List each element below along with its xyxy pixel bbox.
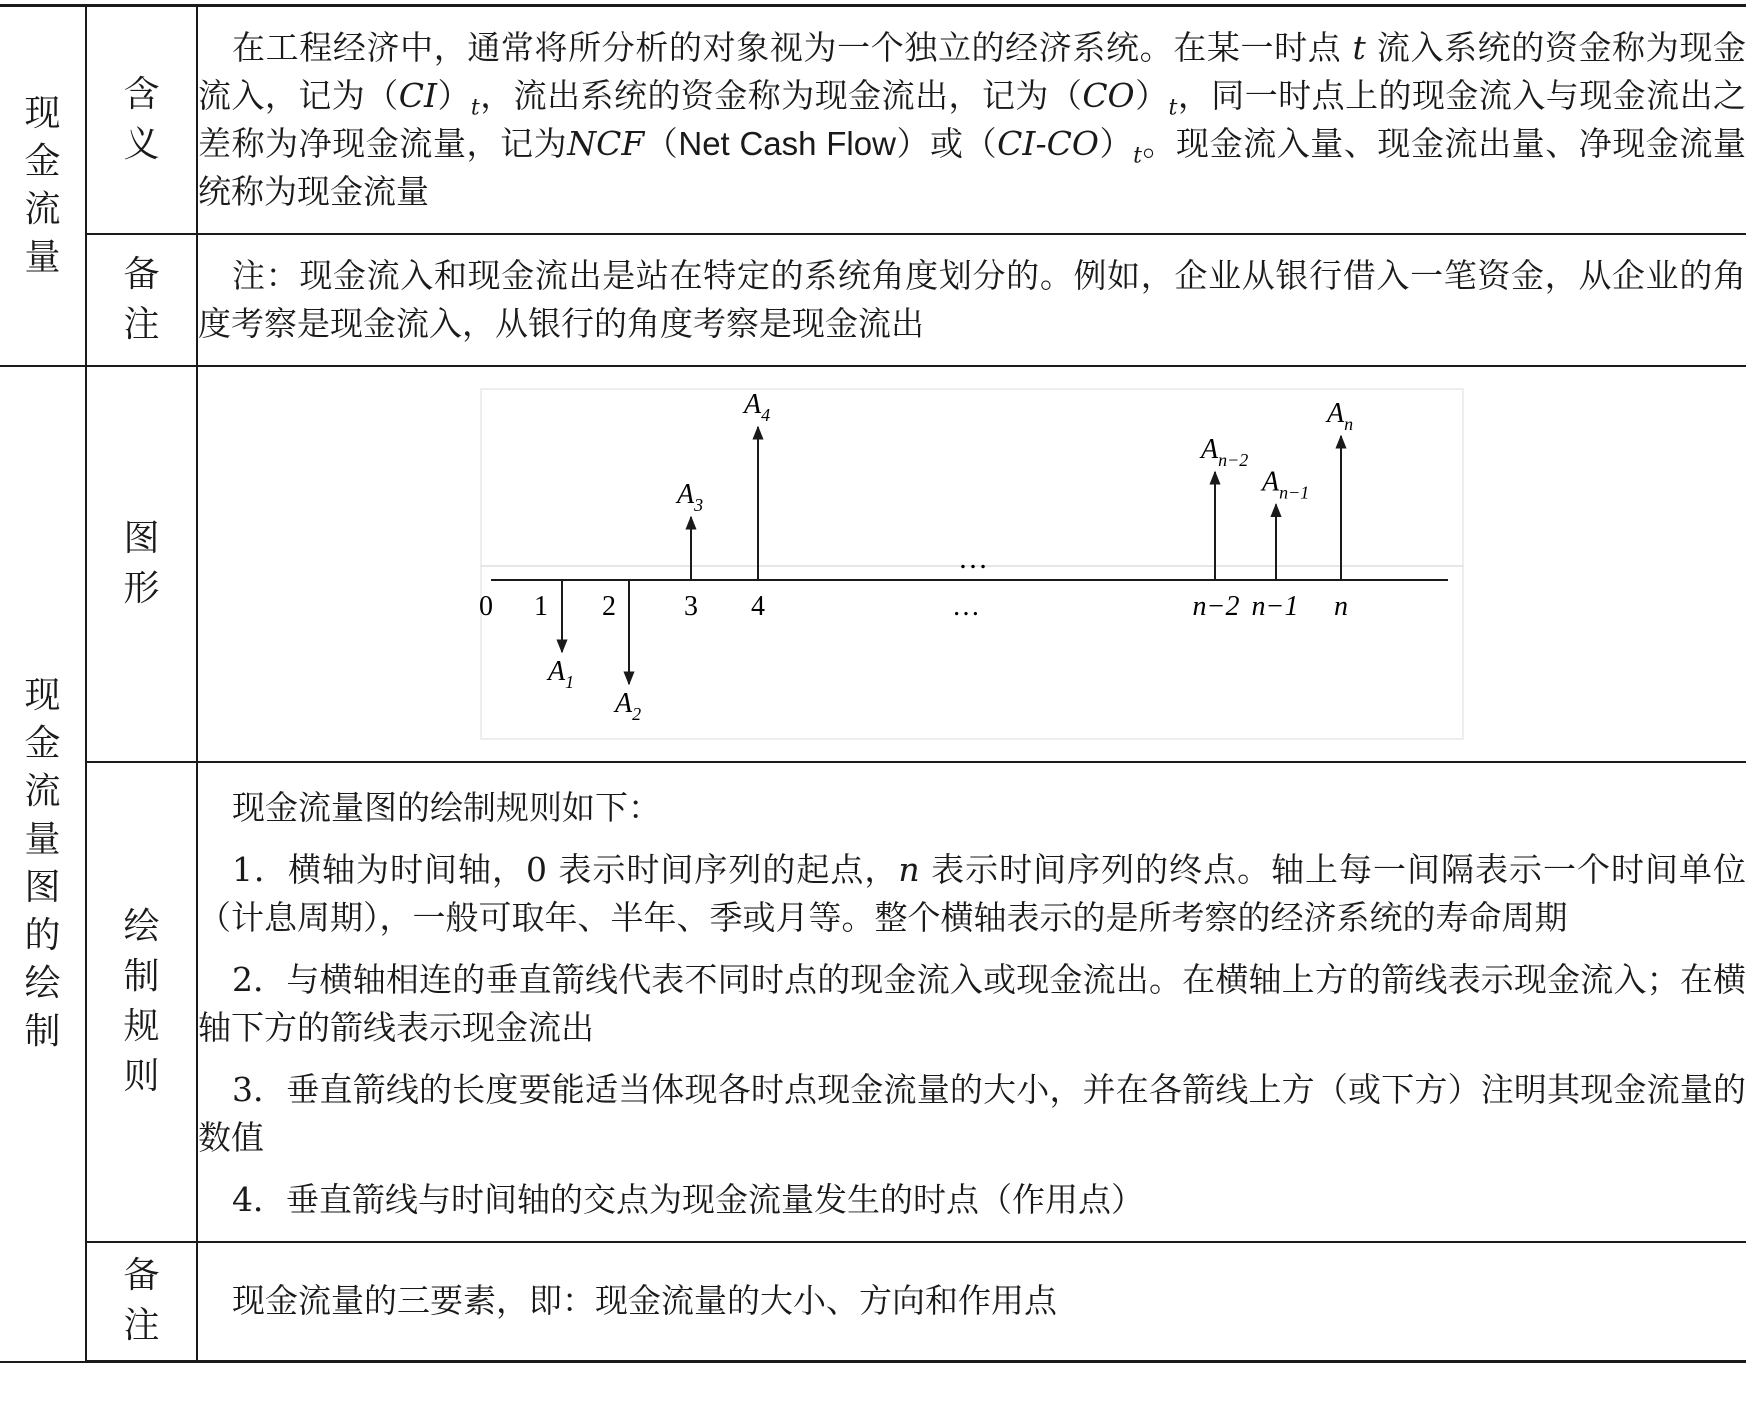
ci-symbol: CI (398, 75, 437, 115)
note1-label: 备注 (123, 253, 160, 345)
tick-label-0: 0 (479, 590, 493, 622)
tick-label-5: … (952, 590, 980, 622)
meaning-text-10: 。现金流入量、现金流出量、净现金流量统称为现金流量 (198, 123, 1746, 211)
tick-labels (479, 591, 1348, 622)
section2-heading: 现金流量图的绘制 (24, 674, 61, 1052)
note1-label-cell (86, 234, 197, 366)
row-figure (0, 366, 1746, 762)
meaning-text-9: ） (1098, 123, 1134, 163)
row-meaning (0, 6, 1746, 234)
tick-label-8: n (1334, 590, 1348, 622)
var-t: t (1352, 27, 1366, 67)
tick-label-3: 3 (684, 590, 698, 622)
tick-label-7: n−1 (1251, 590, 1299, 622)
arrow-label-a-1: $A_1$ (548, 655, 575, 692)
arrow-label-a-2: $A_2$ (615, 687, 642, 724)
note2-text: 现金流量的三要素，即：现金流量的大小、方向和作用点 (232, 1281, 1057, 1321)
tick-label-1: 1 (534, 590, 548, 622)
meaning-text-2: 流入系统的资金称为现金流入，记为（ (198, 27, 1746, 115)
ncf-symbol: NCF (567, 123, 645, 163)
rules-label-cell (86, 762, 197, 1242)
arrow-label-a-n−2: $A_{n-2}$ (1201, 433, 1249, 470)
sub-t-2: t (1168, 95, 1178, 121)
meaning-text-6: ，同一时点上的现金流入与现金流出之差称为净现金流量，记为 (198, 75, 1746, 163)
rule-2: 2．与横轴相连的垂直箭线代表不同时点的现金流入或现金流出。在横轴上方的箭线表示现金流入；在横轴下方的箭线表示现金流出 (198, 959, 1746, 1047)
row-note-1 (0, 234, 1746, 366)
note1-text: 注：现金流入和现金流出是站在特定的系统角度划分的。例如，企业从银行借入一笔资金，从企业的角度考察是现金流入，从银行的角度考察是现金流出 (198, 255, 1746, 343)
section1-heading: 现金流量 (24, 92, 61, 278)
arrow-label-a-n−1: $A_{n-1}$ (1262, 465, 1310, 502)
rule-1-text-a: 1．横轴为时间轴，0 表示时间序列的起点， (232, 849, 899, 889)
sub-t-1: t (470, 95, 480, 121)
cico-symbol: CI-CO (997, 123, 1099, 163)
tick-label-4: 4 (751, 590, 765, 622)
rule-3: 3．垂直箭线的长度要能适当体现各时点现金流量的大小，并在各箭线上方（或下方）注明其现金流量的数值 (198, 1069, 1746, 1157)
meaning-label: 含义 (123, 73, 160, 165)
rules-text-cell (197, 762, 1746, 1242)
figure-label-cell (86, 366, 197, 762)
sub-t-3: t (1133, 143, 1142, 169)
figure-label: 图形 (123, 517, 160, 609)
rule-1 (198, 846, 1746, 942)
cash-flow-diagram (198, 367, 1746, 761)
meaning-text-3: ） (437, 75, 471, 115)
note1-text-cell (197, 234, 1746, 366)
note2-label: 备注 (123, 1255, 160, 1347)
meaning-text-1: 在工程经济中，通常将所分析的对象视为一个独立的经济系统。在某一时点 (232, 27, 1342, 67)
ncf-english: Net Cash Flow (678, 124, 896, 162)
rule-1-text-b: 表示时间序列的终点。轴上每一间隔表示一个时间单位（计息周期），一般可取年、半年、季或月等。整个横轴表示的是所考察的经济系统的寿命周期 (198, 849, 1746, 937)
rules-intro: 现金流量图的绘制规则如下： (232, 787, 661, 827)
rule-1-var-n: n (898, 849, 920, 889)
meaning-text-cell (197, 6, 1746, 234)
row-note-2 (0, 1242, 1746, 1362)
row-rules (0, 762, 1746, 1242)
cash-flow-table (0, 4, 1746, 1363)
note2-label-cell (86, 1242, 197, 1362)
co-symbol: CO (1082, 75, 1135, 115)
rule-4: 4．垂直箭线与时间轴的交点为现金流量发生的时点（作用点） (232, 1179, 1144, 1219)
rules-label: 绘制规则 (123, 905, 160, 1097)
meaning-text-5: ） (1134, 75, 1169, 115)
meaning-text-7: （ (644, 123, 679, 163)
meaning-text-8: ）或（ (895, 123, 998, 163)
tick-label-2: 2 (602, 590, 616, 622)
section1-heading-cell (0, 6, 86, 366)
arrow-label-a-n: $A_n$ (1327, 397, 1354, 434)
tick-label-6: n−2 (1192, 590, 1240, 622)
meaning-label-cell (86, 6, 197, 234)
meaning-paragraph (198, 24, 1746, 216)
figure-cell (197, 366, 1746, 762)
arrows-layer (546, 389, 1353, 724)
note2-text-cell (197, 1242, 1746, 1362)
meaning-text-4: ，流出系统的资金称为现金流出，记为（ (479, 75, 1083, 115)
arrow-label-a-3: $A_3$ (677, 478, 704, 515)
ellipsis-above-axis: … (958, 541, 988, 575)
section2-heading-cell (0, 366, 86, 1362)
arrow-label-a-4: $A_4$ (744, 388, 771, 425)
